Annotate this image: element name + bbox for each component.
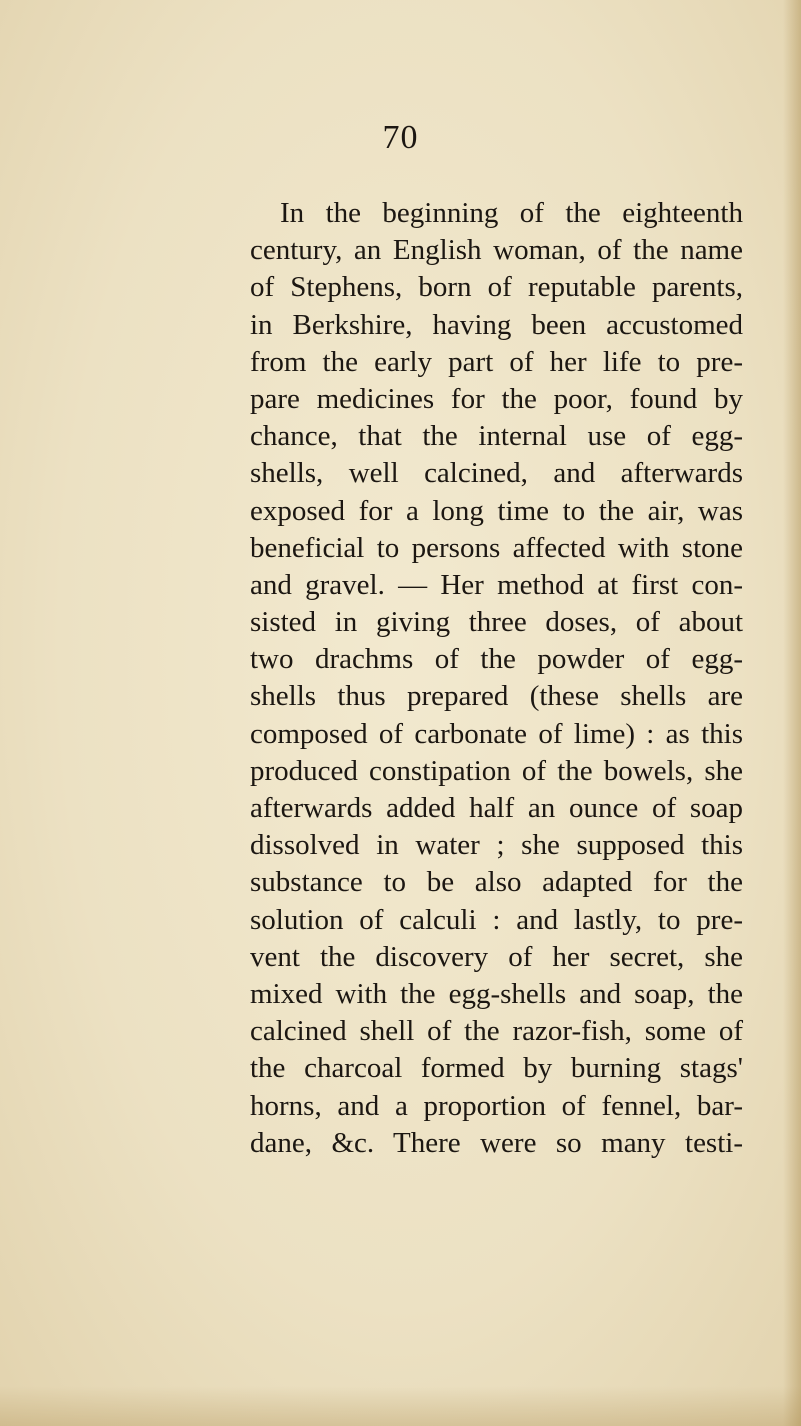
text-line: solution of calculi : and lastly, to pre- (250, 903, 743, 936)
text-line: produced constipation of the bowels, she (250, 754, 743, 787)
text-line: chance, that the internal use of egg- (250, 420, 743, 453)
text-line: In the beginning of the eighteenth (280, 197, 743, 229)
text-line: the charcoal formed by burning stags' (250, 1052, 743, 1085)
text-line: in Berkshire, having been accustomed (250, 308, 743, 341)
text-line: composed of carbonate of lime) : as this (250, 717, 743, 750)
text-line: shells thus prepared (these shells are (250, 680, 743, 713)
text-line: sisted in giving three doses, of about (250, 606, 743, 639)
text-line: two drachms of the powder of egg- (250, 643, 743, 676)
text-line: mixed with the egg-shells and soap, the (250, 977, 743, 1010)
text-line: substance to be also adapted for the (250, 866, 743, 899)
body-paragraph (250, 195, 743, 1162)
text-line: vent the discovery of her secret, she (250, 940, 743, 973)
text-line: afterwards added half an ounce of soap (250, 792, 743, 824)
text-line: dane, &c. There were so many testi- (250, 1126, 743, 1159)
text-line: and gravel. — Her method at first con- (250, 568, 743, 601)
text-line: dissolved in water ; she supposed this (250, 829, 743, 862)
page-bottom-shadow (0, 1386, 801, 1426)
page-edge-shadow (783, 0, 801, 1426)
text-line: exposed for a long time to the air, was (250, 494, 743, 527)
page-number: 70 (382, 119, 419, 156)
text-line: century, an English woman, of the name (250, 234, 743, 267)
text-line: pare medicines for the poor, found by (250, 382, 743, 415)
text-line: shells, well calcined, and afterwards (250, 457, 743, 490)
text-line: calcined shell of the razor-fish, some of (250, 1015, 743, 1048)
text-line: horns, and a proportion of fennel, bar- (250, 1089, 743, 1122)
text-line: beneficial to persons affected with stone (250, 531, 743, 564)
text-line: from the early part of her life to pre- (250, 345, 743, 378)
text-line: of Stephens, born of reputable parents, (250, 271, 743, 304)
